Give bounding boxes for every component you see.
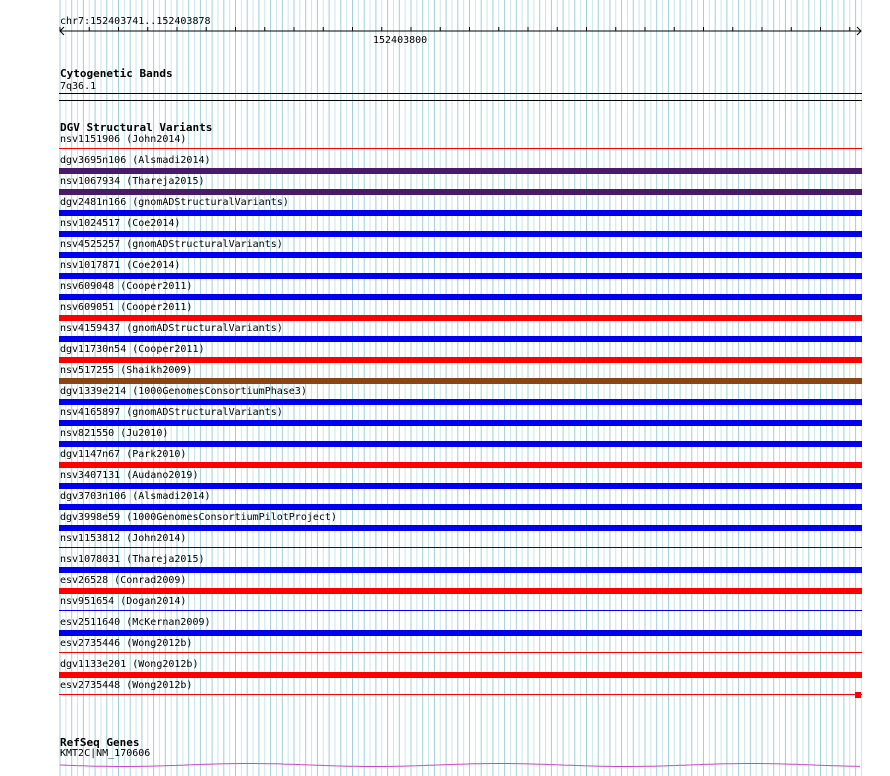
- dgv-feature-bar[interactable]: [59, 252, 862, 258]
- dgv-feature-bar[interactable]: [59, 694, 862, 695]
- dgv-feature-bar[interactable]: [59, 567, 862, 573]
- dgv-feature-bar[interactable]: [59, 588, 862, 594]
- dgv-feature-label[interactable]: nsv1017871 (Coe2014): [60, 260, 181, 271]
- dgv-feature-label[interactable]: dgv3998e59 (1000GenomesConsortiumPilotProject): [60, 512, 337, 523]
- dgv-feature-label[interactable]: dgv3703n106 (Alsmadi2014): [60, 491, 211, 502]
- dgv-feature-label[interactable]: dgv1339e214 (1000GenomesConsortiumPhase3): [60, 386, 307, 397]
- dgv-feature-label[interactable]: nsv517255 (Shaikh2009): [60, 365, 193, 376]
- dgv-feature-label[interactable]: dgv3695n106 (Alsmadi2014): [60, 155, 211, 166]
- dgv-feature-label[interactable]: nsv821550 (Ju2010): [60, 428, 169, 439]
- ruler-tick-label: 152403800: [373, 35, 428, 46]
- ruler[interactable]: [59, 26, 864, 38]
- dgv-feature-bar[interactable]: [59, 168, 862, 174]
- dgv-feature-bar[interactable]: [59, 610, 862, 611]
- cytoband-track-title[interactable]: Cytogenetic Bands: [60, 67, 173, 80]
- dgv-feature-label[interactable]: nsv951654 (Dogan2014): [60, 596, 187, 607]
- dgv-feature-bar[interactable]: [59, 441, 862, 447]
- dgv-feature-bar[interactable]: [59, 210, 862, 216]
- dgv-feature-label[interactable]: nsv609051 (Cooper2011): [60, 302, 193, 313]
- dgv-feature-label[interactable]: nsv1067934 (Thareja2015): [60, 176, 205, 187]
- dgv-feature-end-marker[interactable]: [855, 692, 861, 698]
- dgv-feature-bar[interactable]: [59, 294, 862, 300]
- dgv-feature-label[interactable]: esv2735446 (Wong2012b): [60, 638, 193, 649]
- dgv-feature-label[interactable]: nsv1151906 (John2014): [60, 134, 187, 145]
- cytoband-label[interactable]: 7q36.1: [60, 81, 97, 92]
- dgv-feature-bar[interactable]: [59, 231, 862, 237]
- dgv-feature-label[interactable]: nsv3407131 (Audano2019): [60, 470, 199, 481]
- dgv-feature-bar[interactable]: [59, 148, 862, 149]
- dgv-feature-bar[interactable]: [59, 525, 862, 531]
- dgv-feature-label[interactable]: esv2511640 (McKernan2009): [60, 617, 211, 628]
- dgv-feature-bar[interactable]: [59, 483, 862, 489]
- dgv-feature-label[interactable]: nsv1024517 (Coe2014): [60, 218, 181, 229]
- dgv-feature-label[interactable]: dgv1133e201 (Wong2012b): [60, 659, 199, 670]
- gene-model[interactable]: [60, 760, 863, 770]
- dgv-feature-bar[interactable]: [59, 547, 862, 548]
- dgv-feature-label[interactable]: dgv1147n67 (Park2010): [60, 449, 187, 460]
- dgv-feature-bar[interactable]: [59, 462, 862, 468]
- dgv-feature-label[interactable]: nsv609048 (Cooper2011): [60, 281, 193, 292]
- dgv-feature-bar[interactable]: [59, 357, 862, 363]
- track-divider: [59, 100, 862, 101]
- dgv-track-title[interactable]: DGV Structural Variants: [60, 121, 213, 134]
- dgv-feature-label[interactable]: nsv4159437 (gnomADStructuralVariants): [60, 323, 283, 334]
- dgv-feature-bar[interactable]: [59, 399, 862, 405]
- dgv-feature-label[interactable]: esv26528 (Conrad2009): [60, 575, 187, 586]
- dgv-feature-bar[interactable]: [59, 672, 862, 678]
- dgv-feature-bar[interactable]: [59, 420, 862, 426]
- dgv-feature-bar[interactable]: [59, 630, 862, 636]
- dgv-feature-label[interactable]: nsv1078031 (Thareja2015): [60, 554, 205, 565]
- dgv-feature-bar[interactable]: [59, 189, 862, 195]
- dgv-feature-label[interactable]: nsv1153812 (John2014): [60, 533, 187, 544]
- dgv-feature-label[interactable]: nsv4525257 (gnomADStructuralVariants): [60, 239, 283, 250]
- dgv-feature-bar[interactable]: [59, 336, 862, 342]
- location-label: chr7:152403741..152403878: [60, 16, 211, 27]
- dgv-feature-bar[interactable]: [59, 273, 862, 279]
- dgv-feature-bar[interactable]: [59, 652, 862, 653]
- dgv-feature-label[interactable]: dgv2481n166 (gnomADStructuralVariants): [60, 197, 289, 208]
- dgv-feature-label[interactable]: dgv11730n54 (Cooper2011): [60, 344, 205, 355]
- dgv-feature-bar[interactable]: [59, 378, 862, 384]
- dgv-feature-bar[interactable]: [59, 504, 862, 510]
- cytoband-bar[interactable]: [59, 93, 862, 94]
- dgv-feature-label[interactable]: esv2735448 (Wong2012b): [60, 680, 193, 691]
- dgv-feature-bar[interactable]: [59, 315, 862, 321]
- gene-label[interactable]: KMT2C|NM_170606: [60, 748, 151, 759]
- refseq-track-title[interactable]: RefSeq Genes: [60, 736, 140, 749]
- dgv-feature-label[interactable]: nsv4165897 (gnomADStructuralVariants): [60, 407, 283, 418]
